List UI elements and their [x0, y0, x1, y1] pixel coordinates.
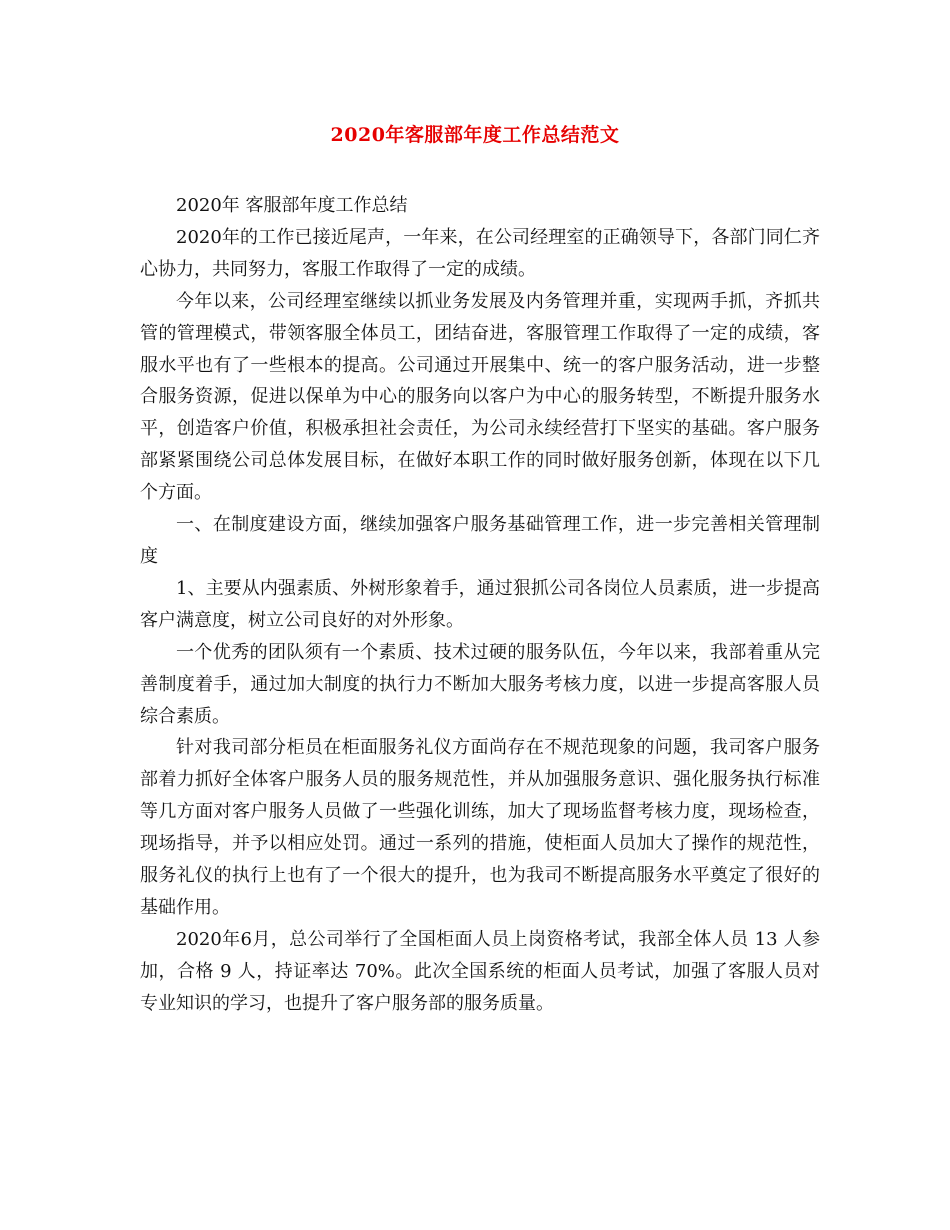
document-title: 2020年客服部年度工作总结范文	[330, 124, 620, 146]
document-body	[140, 190, 820, 1020]
paragraph: 一个优秀的团队须有一个素质、技术过硬的服务队伍，今年以来，我部着重从完善制度着手，通过加大制度的执行力不断加大服务考核力度，以进一步提高客服人员综合素质。	[140, 641, 820, 727]
paragraph-section-heading: 一、在制度建设方面，继续加强客户服务基础管理工作，进一步完善相关管理制度	[140, 514, 820, 567]
paragraph: 针对我司部分柜员在柜面服务礼仪方面尚存在不规范现象的问题，我司客户服务部着力抓好全体客户服务人员的服务规范性，并从加强服务意识、强化服务执行标准等几方面对客户服务人员做了一些强化训练，加大了现场监督考核力度，现场检查，现场指导，并予以相应处罚。通过一系列的措施，使柜面人员加大了操作的规范性，服务礼仪的执行上也有了一个很大的提升，也为我司不断提高服务水平奠定了很好的基础作用。	[140, 737, 820, 918]
paragraph: 2020年6月，总公司举行了全国柜面人员上岗资格考试，我部全体人员 13 人参加，合格 9 人，持证率达 70%。此次全国系统的柜面人员考试，加强了客服人员对专业知识的学习，也提升了客户服务部的服务质量。	[140, 928, 820, 1014]
paragraph: 1、主要从内强素质、外树形象着手，通过狠抓公司各岗位人员素质，进一步提高客户满意度，树立公司良好的对外形象。	[140, 577, 820, 631]
paragraph: 今年以来，公司经理室继续以抓业务发展及内务管理并重，实现两手抓，齐抓共管的管理模式，带领客服全体员工，团结奋进，客服管理工作取得了一定的成绩，客服水平也有了一些根本的提高。公司通过开展集中、统一的客户服务活动，进一步整合服务资源，促进以保单为中心的服务向以客户为中心的服务转型，不断提升服务水平，创造客户价值，积极承担社会责任，为公司永续经营打下坚实的基础。客户服务部紧紧围绕公司总体发展目标，在做好本职工作的同时做好服务创新，体现在以下几个方面。	[140, 290, 820, 504]
paragraph: 2020年的工作已接近尾声，一年来，在公司经理室的正确领导下，各部门同仁齐心协力，共同努力，客服工作取得了一定的成绩。	[140, 226, 820, 280]
paragraph-heading: 2020年 客服部年度工作总结	[176, 195, 408, 216]
